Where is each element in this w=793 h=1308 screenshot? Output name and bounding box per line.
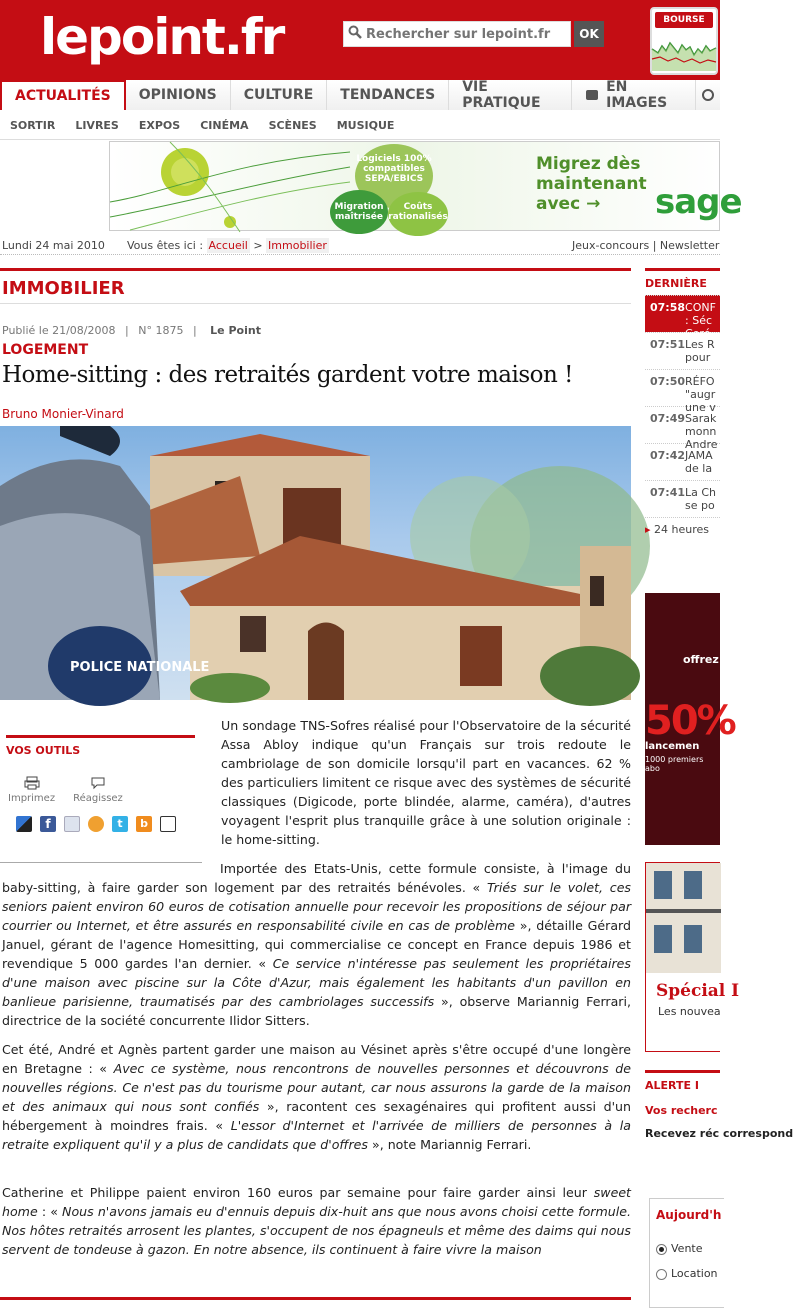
comment-icon	[90, 776, 106, 790]
24h-link[interactable]: ▸ 24 heures	[645, 517, 720, 543]
today-search-box	[649, 1198, 724, 1308]
ad-banner[interactable]	[109, 141, 742, 231]
source-name: Le Point	[210, 324, 261, 337]
subnav-musique[interactable]: MUSIQUE	[336, 118, 395, 132]
article-author[interactable]: Bruno Monier-Vinard	[2, 407, 124, 421]
issue-number: N° 1875	[138, 324, 184, 337]
breadcrumb-label: Vous êtes ici :	[127, 239, 204, 252]
subnav-livres[interactable]: LIVRES	[75, 118, 119, 132]
ad-headline: Migrez dès maintenant avec →	[536, 154, 647, 214]
print-button[interactable]	[8, 776, 55, 804]
nav-culture[interactable]: CULTURE	[231, 80, 328, 110]
article-paragraph-3: Cet été, André et Agnès partent garder une maison au Vésinet après s'être occupé d'une longère en Bretagne : « Avec ce système, nous rencontrons de nouvelles personnes et découvrons de nouvelles régions. Ce n'est pas du tourisme pour autant, car nous assurons la garde de la maison et des animaux qui nous sont confiés », racontent ces sexagénaires qui profitent aussi d'un hébergement à moindres frais. « L'essor d'Internet et l'arrivée de milliers de personnes à la retraite expliquent qu'il y a plus de candidats que d'offres », note Mariannig Ferrari.	[2, 1042, 631, 1152]
radio-vente[interactable]: Vente	[650, 1242, 724, 1255]
main-nav	[0, 80, 720, 110]
section-header	[0, 268, 631, 304]
ad-bubble-1: Logiciels 100% compatibles SEPA/EBICS	[355, 144, 433, 208]
article-title: Home-sitting : des retraités gardent votre maison !	[2, 362, 573, 388]
tools-box	[6, 735, 195, 863]
sub-nav	[0, 111, 720, 140]
alert-text: Recevez réc correspond	[645, 1127, 793, 1140]
radio-icon	[656, 1269, 667, 1280]
news-item[interactable]: 07:51 Les R pour	[645, 332, 720, 369]
subscription-promo[interactable]	[645, 593, 735, 845]
more-icon	[702, 89, 714, 101]
print-label: Imprimez	[8, 793, 56, 804]
section-title[interactable]: IMMOBILIER	[2, 278, 125, 299]
nav-en-images[interactable]	[572, 80, 696, 110]
article-photo	[0, 426, 631, 700]
arrow-icon: ▸	[645, 523, 655, 536]
nav-actualites[interactable]: ACTUALITÉS	[0, 80, 126, 110]
search-ok-button[interactable]: OK	[574, 21, 604, 47]
publish-date: Publié le 21/08/2008	[2, 324, 116, 337]
promo-premiers: 1000 premiers abo	[645, 755, 704, 773]
nav-vie-pratique[interactable]: VIE PRATIQUE	[449, 80, 572, 110]
subnav-cinema[interactable]: CINÉMA	[200, 118, 249, 132]
search-icon	[344, 25, 366, 43]
promo2-title: Spécial I	[656, 981, 740, 1001]
search-box[interactable]	[343, 21, 571, 47]
nav-opinions[interactable]: OPINIONS	[126, 80, 231, 110]
promo-offer: offrez	[683, 653, 719, 666]
radio-location[interactable]: Location	[650, 1267, 724, 1280]
rss-icon[interactable]	[88, 816, 104, 832]
ad-bubble-2: Migration maîtrisée	[330, 190, 388, 234]
news-item[interactable]: 07:58 CONF : Séc Coré	[645, 295, 720, 332]
article-paragraph-1: Un sondage TNS-Sofres réalisé pour l'Observatoire de la sécurité Assa Abloy indique qu'un Français sur trois redoute le cambriolage de son domicile lorsqu'il part en vacances. 62 % des particuliers limitent ce risque avec des systèmes de sécurité classiques (Digicode, porte blindée, alarme, caméra), d'autres voyagent l'esprit plus tranquille grâce à une solution originale : le home-sitting.	[221, 718, 631, 847]
radio-icon-checked	[656, 1244, 667, 1255]
share-icon[interactable]	[64, 816, 80, 832]
current-date: Lundi 24 mai 2010	[2, 239, 105, 252]
news-item[interactable]: 07:49 Sarak monn Andre	[645, 406, 720, 443]
tools-title: VOS OUTILS	[6, 744, 81, 757]
delicious-icon[interactable]	[16, 816, 32, 832]
twitter-icon[interactable]: t	[112, 816, 128, 832]
bourse-label: BOURSE	[655, 12, 713, 28]
svg-text:POLICE NATIONALE: POLICE NATIONALE	[70, 660, 210, 675]
nav-more[interactable]	[696, 80, 720, 110]
breadcrumb-home[interactable]: Accueil	[208, 239, 248, 252]
nav-en-images-label: EN IMAGES	[606, 79, 668, 111]
camera-icon	[586, 90, 598, 100]
alert-title: ALERTE I	[645, 1079, 699, 1092]
promo-percent: 50%	[645, 698, 735, 744]
ad-plant-graphic	[110, 142, 350, 232]
subnav-sortir[interactable]: SORTIR	[10, 118, 56, 132]
article-paragraph-2: Importée des Etats-Unis, cette formule consiste, à l'image du baby-sitting, à faire garder son logement par des retraités bénévoles. « Triés sur le volet, ces seniors paient environ 60 euros de cotisation annuelle pour recevoir les propositions de séjour par courrier ou Internet, et être assurés en responsabilité civile en cas de problème », détaille Gérard Januel, gérant de l'agence Homesitting, qui commercialise ce concept en France depuis 1986 et revendique 5 000 gardes l'an dernier. « Ce service n'intéresse pas seulement les propriétaires d'une maison avec piscine sur la Côte d'Azur, mais également les habitants d'un pavillon en banlieue parisienne, traumatisés par des cambriolages successifs », observe Mariannig Ferrari, directrice de la société concurrente Ilidor Sitters.	[2, 861, 631, 1028]
breadcrumb-immobilier[interactable]: Immobilier	[268, 239, 327, 252]
top-links[interactable]: Jeux-concours | Newsletter	[572, 239, 720, 252]
ad-bubble-3: Coûts rationalisés	[388, 192, 448, 236]
bourse-chart-icon	[652, 31, 716, 71]
printer-icon	[24, 776, 40, 790]
email-icon[interactable]	[160, 816, 176, 832]
site-header	[0, 0, 720, 80]
breadcrumb-bar	[0, 235, 720, 255]
promo2-subtitle: Les nouvea	[658, 1005, 721, 1018]
alert-box	[645, 1070, 793, 1141]
building-photo	[646, 863, 721, 973]
react-button[interactable]	[73, 776, 123, 804]
news-item[interactable]: 07:42 JAMA de la	[645, 443, 720, 480]
today-title: Aujourd'h	[656, 1208, 722, 1222]
news-item[interactable]: 07:50 RÉFO "augr une v	[645, 369, 720, 406]
blog-icon[interactable]: b	[136, 816, 152, 832]
article-paragraph-4: Catherine et Philippe paient environ 160 euros par semaine pour faire garder ainsi leur sweet home : « Nous n'avons jamais eu d'ennuis depuis dix-huit ans que nous avons choisi cette formule. Nos hôtes retraités arrosent les plantes, s'occupent de nos épagneuls et même des daims qui nous servent de tondeuse à gazon. En notre absence, ils continuent à faire vivre la maison	[2, 1185, 631, 1257]
special-immobilier-promo[interactable]	[645, 862, 740, 1052]
ad-brand-logo: sage	[655, 182, 742, 222]
react-label: Réagissez	[73, 793, 123, 804]
alert-link[interactable]: Vos recherc	[645, 1104, 718, 1117]
nav-tendances[interactable]: TENDANCES	[327, 80, 449, 110]
subnav-expos[interactable]: EXPOS	[138, 118, 181, 132]
right-sidebar	[645, 268, 793, 1301]
article-kicker[interactable]: LOGEMENT	[2, 342, 89, 358]
latest-news-title: DERNIÈRE	[645, 268, 720, 295]
article-bottom-divider	[0, 1297, 631, 1300]
breadcrumb	[127, 239, 329, 252]
bourse-widget[interactable]	[650, 7, 718, 75]
search-input[interactable]	[366, 27, 566, 42]
news-item[interactable]: 07:41 La Ch se po	[645, 480, 720, 517]
subnav-scenes[interactable]: SCÈNES	[268, 118, 317, 132]
site-logo[interactable]: lepoint.fr	[40, 8, 284, 66]
house-photo-illustration	[0, 426, 631, 700]
article-meta: Publié le 21/08/2008 | N° 1875 | Le Point	[2, 324, 261, 337]
breadcrumb-separator: >	[253, 239, 263, 252]
promo-launch: lancemen	[645, 741, 700, 752]
facebook-icon[interactable]: f	[40, 816, 56, 832]
